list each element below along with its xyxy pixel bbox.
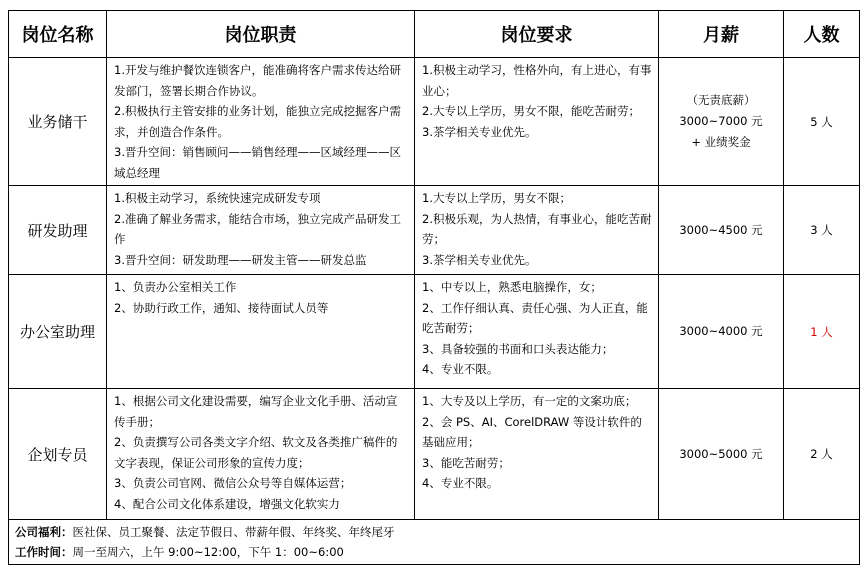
benefits-text: 医社保、员工聚餐、法定节假日、带薪年假、年终奖、年终尾牙	[72, 525, 395, 539]
salary-cell	[659, 275, 784, 389]
header-salary: 月薪	[659, 11, 784, 58]
hours-text: 周一至周六，上午 9:00~12:00，下午 1：00~6:00	[72, 545, 344, 559]
duty-item: 4、配合公司文化体系建设，增强文化软实力	[114, 496, 340, 511]
duty-item: 3.晋升空间：研发助理——研发主管——研发总监	[114, 252, 367, 267]
salary-range: 3000~4000 元	[679, 324, 763, 338]
requirements-cell	[415, 58, 659, 186]
duty-item: 2、协助行政工作，通知、接待面试人员等	[114, 300, 329, 315]
salary-cell	[659, 58, 784, 186]
requirement-item: 3、能吃苦耐劳；	[422, 455, 510, 470]
duties-cell	[107, 275, 415, 389]
salary-range: 3000~4500 元	[679, 222, 763, 237]
duty-item: 1、负责办公室相关工作	[114, 280, 237, 294]
footer-cell	[9, 520, 860, 565]
header-row	[9, 11, 860, 58]
position-name: 企划专员	[9, 389, 107, 520]
hours-label: 工作时间：	[15, 545, 73, 559]
requirement-item: 1.大专以上学历，男女不限；	[422, 191, 571, 205]
duties-cell	[107, 389, 415, 520]
duty-item: 2.准确了解业务需求，能结合市场，独立完成产品研发工作	[114, 211, 401, 246]
duty-item: 1.积极主动学习，系统快速完成研发专项	[114, 191, 321, 205]
requirement-item: 4、专业不限。	[422, 362, 499, 376]
duty-item: 1.开发与维护餐饮连锁客户，能准确将客户需求传达给研发部门，签署长期合作协议。	[114, 63, 401, 98]
salary-range: 3000~7000 元	[679, 114, 763, 128]
duties-cell	[107, 58, 415, 186]
salary-note: （无责底薪）	[686, 93, 756, 107]
header-count: 人数	[784, 11, 860, 58]
benefits-label: 公司福利：	[15, 525, 73, 539]
requirement-item: 3.茶学相关专业优先。	[422, 124, 537, 139]
requirements-cell	[415, 275, 659, 389]
position-name: 研发助理	[9, 186, 107, 275]
position-name: 办公室助理	[9, 275, 107, 389]
requirement-item: 2、会 PS、AI、CorelDRAW 等设计软件的基础应用；	[422, 414, 642, 449]
header-requirements: 岗位要求	[415, 11, 659, 58]
table-row	[9, 389, 860, 520]
requirements-cell	[415, 186, 659, 275]
salary-cell	[659, 186, 784, 275]
header-duties: 岗位职责	[107, 11, 415, 58]
requirements-cell	[415, 389, 659, 520]
table-row	[9, 186, 860, 275]
footer-row	[9, 520, 860, 565]
salary-range: 3000~5000 元	[679, 446, 763, 461]
requirement-item: 1.积极主动学习，性格外向，有上进心，有事业心；	[422, 63, 652, 98]
table-row	[9, 275, 860, 389]
headcount: 5 人	[784, 58, 860, 186]
requirement-item: 4、专业不限。	[422, 476, 499, 490]
duty-item: 3.晋升空间：销售顾问——销售经理——区域经理——区域总经理	[114, 145, 401, 180]
hours-line	[15, 542, 853, 562]
duty-item: 1、根据公司文化建设需要，编写企业文化手册、活动宣传手册；	[114, 394, 398, 429]
salary-bonus: + 业绩奖金	[691, 135, 751, 149]
duty-item: 2.积极执行主管安排的业务计划，能独立完成挖掘客户需求，并创造合作条件。	[114, 104, 401, 139]
duty-item: 3、负责公司官网、微信公众号等自媒体运营；	[114, 476, 352, 490]
salary-cell	[659, 389, 784, 520]
headcount: 2 人	[784, 389, 860, 520]
job-table	[8, 10, 860, 565]
duties-cell	[107, 186, 415, 275]
benefits-line	[15, 522, 853, 542]
requirement-item: 2、工作仔细认真、责任心强、为人正直，能吃苦耐劳；	[422, 300, 648, 335]
requirement-item: 3.茶学相关专业优先。	[422, 252, 537, 267]
headcount: 3 人	[784, 186, 860, 275]
duty-item: 2、负责撰写公司各类文字介绍、软文及各类推广稿件的文字表现，保证公司形象的宣传力度；	[114, 435, 398, 470]
table-row	[9, 58, 860, 186]
position-name: 业务储干	[9, 58, 107, 186]
requirement-item: 2.积极乐观，为人热情，有事业心，能吃苦耐劳；	[422, 211, 652, 246]
requirement-item: 1、大专及以上学历，有一定的文案功底；	[422, 394, 637, 408]
header-position: 岗位名称	[9, 11, 107, 58]
requirement-item: 1、中专以上，熟悉电脑操作，女；	[422, 280, 602, 294]
headcount: 1 人	[784, 275, 860, 389]
requirement-item: 2.大专以上学历，男女不限，能吃苦耐劳；	[422, 104, 640, 118]
requirement-item: 3、具备较强的书面和口头表达能力；	[422, 341, 614, 356]
